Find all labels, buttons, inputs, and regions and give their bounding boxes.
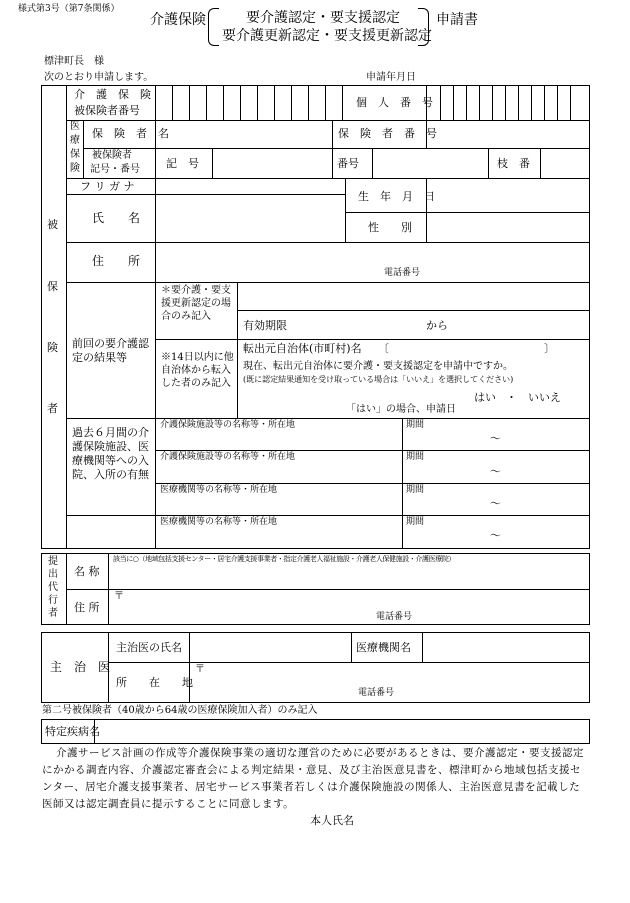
facility-row-4-tilde: ～: [490, 529, 501, 542]
no-option[interactable]: いいえ: [528, 391, 561, 404]
transfer-bracket-close: 〕: [544, 342, 555, 355]
title-left: 介護保険: [150, 12, 206, 28]
signature-label: 本人氏名: [310, 814, 354, 827]
yes-option[interactable]: はい: [474, 391, 496, 404]
facility-row-4-name-label: 医療機関等の名称等・所在地: [160, 517, 278, 527]
insured-symbol-label-2: 記号・番号: [90, 164, 140, 175]
insured-symbol-label-1: 被保険者: [92, 150, 132, 161]
facility-row-2-tilde: ～: [490, 465, 501, 478]
facility-row-2-period: 期間: [406, 452, 425, 462]
title-line-1: 要介護認定・要支援認定: [246, 10, 400, 26]
agent-side-4: 行: [48, 595, 58, 606]
title-line-2: 要介護更新認定・要支援更新認定: [222, 28, 432, 44]
doctor-phone-label: 電話番号: [358, 688, 395, 698]
facility-row-1-name-label: 介護保険施設等の名称等・所在地: [160, 420, 296, 430]
specific-disease-label: 特定疾病名: [45, 725, 100, 738]
medical-side-2: 療: [70, 135, 80, 146]
insured-side-2: 保: [47, 280, 58, 293]
agent-address-label: 住 所: [74, 601, 100, 614]
facility-row-3-tilde: ～: [490, 497, 501, 510]
address-label: 住 所: [92, 254, 141, 268]
facility-row-1-period: 期間: [406, 420, 425, 430]
facility-row-4-period: 期間: [406, 517, 425, 527]
birth-date-label: 生 年 月 日: [358, 190, 435, 203]
medical-side-4: 険: [70, 163, 80, 174]
furigana-label: フ リ ガ ナ: [80, 180, 135, 193]
agent-type-note: 該当に○（地域包括支援センター・居宅介護支援事業者・指定介護老人福祉施設・介護老人保健施設・介護医療院）: [113, 555, 456, 563]
bango-label: 番号: [337, 157, 359, 170]
secondary-insured-note: 第二号被保険者（40歳から64歳の医療保険加入者）のみ記入: [42, 705, 318, 716]
medical-side-3: 保: [70, 149, 80, 160]
transfer-bracket-open: 〔: [378, 342, 389, 355]
consent-text: 介護サービス計画の作成等介護保険事業の適切な運営のために必要があるときは、要介護認定・要支援認定にかかる調査内容、介護認定審査会による判定結果・意見、及び主治医意見書を、標津町から地域包括支援センター、居宅介護支援事業者、居宅サービス事業者若しくは介護保険施設の関係人、主治医意見書を記載した医師又は認定調査員に提示することに同意します。: [42, 747, 584, 810]
insured-side-4: 者: [47, 402, 58, 415]
agent-side-2: 出: [48, 569, 58, 580]
medical-institution-label: 医療機関名: [356, 641, 411, 654]
insurer-number-label: 保 険 者 番 号: [338, 127, 437, 140]
previous-result-label: 前回の要介護認定の結果等: [72, 337, 149, 364]
transfer-question: 現在、転出元自治体に要介護・要支援認定を申請中ですか。: [243, 361, 513, 372]
facility-row-2-name-label: 介護保険施設等の名称等・所在地: [160, 452, 296, 462]
intro-text: 次のとおり申請します。: [44, 72, 154, 83]
valid-period-from: から: [426, 319, 448, 332]
addressee: 標津町長 様: [44, 56, 104, 67]
insured-number-label-1: 介 護 保 険: [74, 88, 151, 101]
option-separator: ・: [506, 391, 517, 404]
if-yes-application-date: 「はい」の場合、申請日: [346, 404, 456, 415]
application-date-label: 申請年月日: [366, 72, 416, 83]
insured-side-3: 険: [47, 341, 58, 354]
insured-phone-label: 電話番号: [384, 268, 421, 278]
agent-side-3: 代: [48, 582, 58, 593]
facilities-label: 過去６月間の介護保険施設、医療機関等への入院、入所の有無: [72, 426, 149, 481]
facility-row-3-period: 期間: [406, 485, 425, 495]
sex-label: 性 別: [368, 221, 412, 234]
insured-side-1: 被: [47, 218, 58, 231]
agent-side-1: 提: [48, 556, 58, 567]
facility-row-3-name-label: 医療機関等の名称等・所在地: [160, 485, 278, 495]
valid-period-label: 有効期限: [243, 319, 287, 332]
insurer-name-label: 保 険 者 名: [92, 127, 169, 140]
renewal-note: ＊要介護・要支援更新認定の場合のみ記入: [161, 285, 231, 322]
doctor-postal-mark: 〒: [195, 664, 205, 675]
insured-number-label-2: 被保険者番号: [74, 104, 140, 117]
transfer-origin-label: 転出元自治体(市町村)名: [243, 342, 362, 355]
doctor-address-label: 所 在 地: [116, 676, 193, 689]
kigo-label: 記 号: [166, 157, 199, 170]
agent-phone-label: 電話番号: [376, 612, 413, 622]
edaban-label: 枝 番: [497, 157, 530, 170]
doctor-name-label: 主治医の氏名: [116, 641, 182, 654]
doctor-label: 主 治 医: [50, 660, 111, 674]
agent-postal-mark: 〒: [114, 591, 124, 602]
name-label: 氏 名: [92, 211, 141, 225]
personal-number-label: 個 人 番 号: [356, 96, 433, 109]
medical-side-1: 医: [70, 121, 80, 132]
transfer-sub-note: (既に認定結果通知を受け取っている場合は「いいえ」を選択してください): [243, 375, 514, 384]
facility-row-1-tilde: ～: [490, 432, 501, 445]
form-number: 様式第3号（第7条関係）: [18, 4, 120, 14]
transfer-note: ※14日以内に他自治体から転入した者のみ記入: [161, 352, 234, 389]
agent-side-5: 者: [48, 608, 58, 619]
title-right: 申請書: [436, 12, 478, 28]
agent-name-label: 名 称: [74, 565, 100, 578]
